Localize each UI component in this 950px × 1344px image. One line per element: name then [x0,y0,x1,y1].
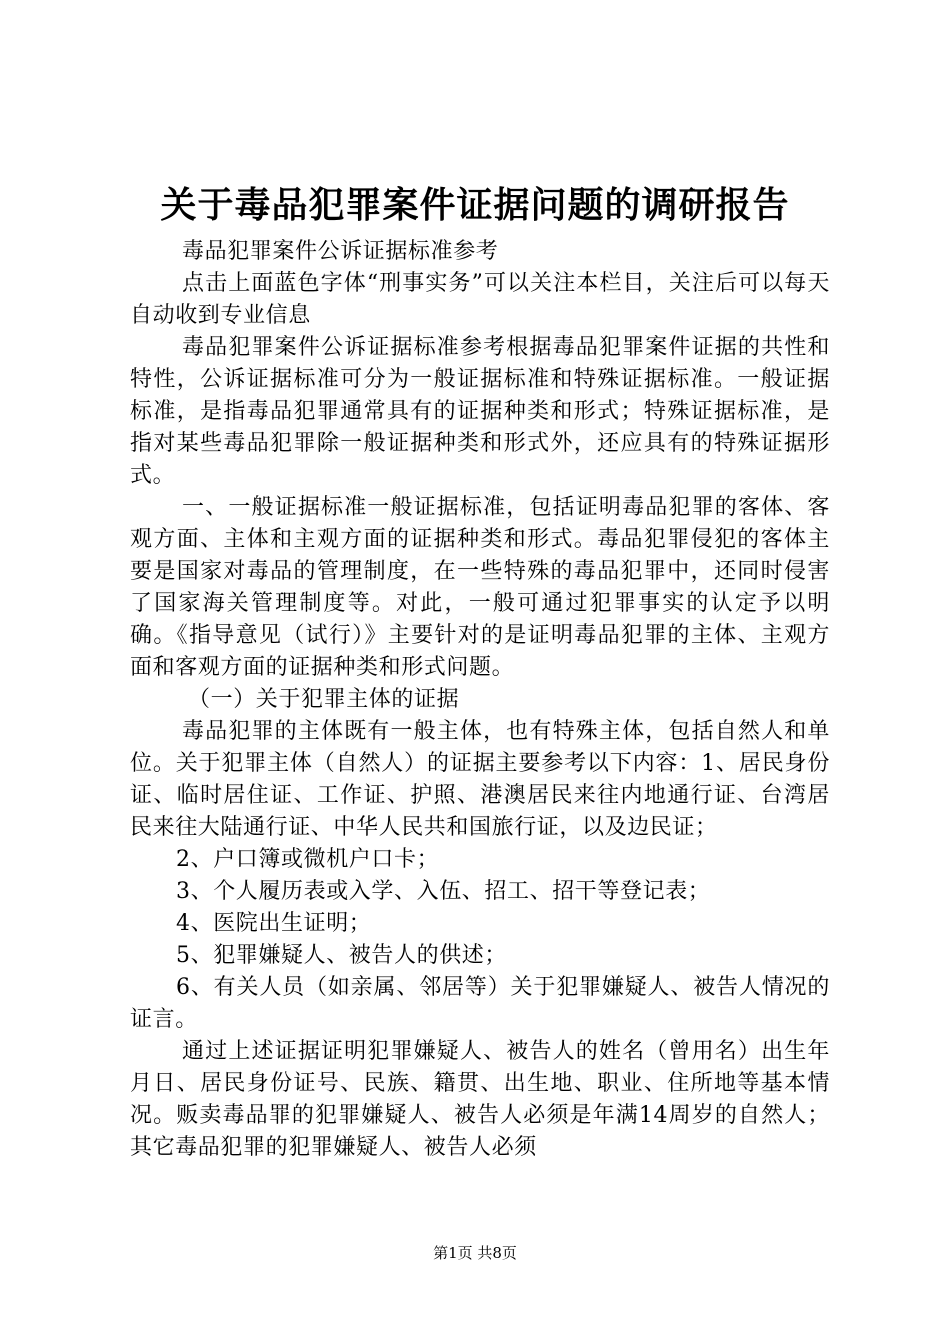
page-number-footer: 第1页 共8页 [433,1244,517,1262]
document-body [130,236,830,1164]
list-item-resume-forms: 3、个人履历表或入学、入伍、招工、招干等登记表； [176,879,711,904]
list-item-household-register: 2、户口簿或微机户口卡； [176,847,440,872]
document-title: 关于毒品犯罪案件证据问题的调研报告 [160,185,790,226]
list-item-suspect-statement: 5、犯罪嫌疑人、被告人的供述； [176,943,507,968]
paragraph-subtitle: 毒品犯罪案件公诉证据标准参考 [182,239,499,264]
paragraph-basic-info: 通过上述证据证明犯罪嫌疑人、被告人的姓名（曾用名）出生年月日、居民身份证号、民族、籍贯、出生地、职业、住所地等基本情况。贩卖毒品罪的犯罪嫌疑人、被告人必须是年满14周岁的自然人；其它毒品犯罪的犯罪嫌疑人、被告人必须 [130,1039,830,1160]
list-item-witness-testimony: 6、有关人员（如亲属、邻居等）关于犯罪嫌疑人、被告人情况的证言。 [130,975,830,1032]
paragraph-subject-evidence: 毒品犯罪的主体既有一般主体，也有特殊主体，包括自然人和单位。关于犯罪主体（自然人）的证据主要参考以下内容：1、居民身份证、临时居住证、工作证、护照、港澳居民来往内地通行证、台湾居民来往大陆通行证、中华人民共和国旅行证，以及边民证； [130,719,830,840]
paragraph-general-standards: 一、一般证据标准一般证据标准，包括证明毒品犯罪的客体、客观方面、主体和主观方面的证据种类和形式。毒品犯罪侵犯的客体主要是国家对毒品的管理制度，在一些特殊的毒品犯罪中，还同时侵害了国家海关管理制度等。对此，一般可通过犯罪事实的认定予以明确。《指导意见（试行）》主要针对的是证明毒品犯罪的主体、主观方面和客观方面的证据种类和形式问题。 [130,495,830,680]
section-heading-subject-evidence: （一）关于犯罪主体的证据 [188,687,460,712]
paragraph-standards-intro: 毒品犯罪案件公诉证据标准参考根据毒品犯罪案件证据的共性和特性，公诉证据标准可分为一般证据标准和特殊证据标准。一般证据标准，是指毒品犯罪通常具有的证据种类和形式；特殊证据标准，是指对某些毒品犯罪除一般证据种类和形式外，还应具有的特殊证据形式。 [130,335,830,488]
list-item-birth-certificate: 4、医院出生证明； [176,911,372,936]
paragraph-follow-note: 点击上面蓝色字体“刑事实务”可以关注本栏目，关注后可以每天自动收到专业信息 [130,271,830,328]
